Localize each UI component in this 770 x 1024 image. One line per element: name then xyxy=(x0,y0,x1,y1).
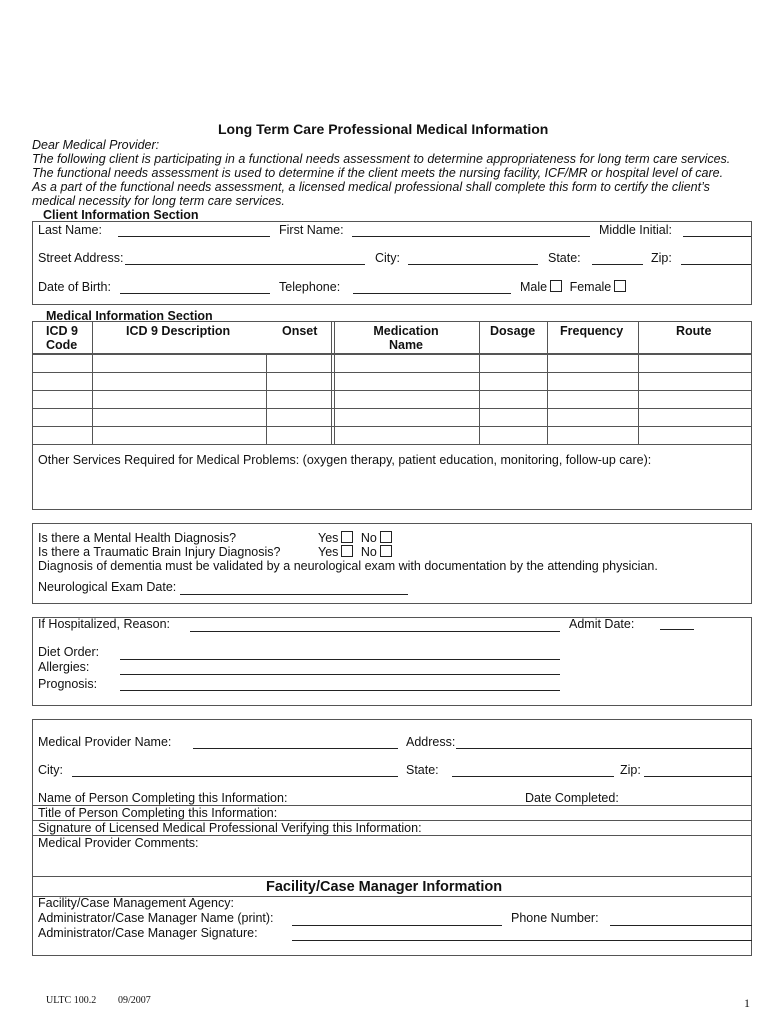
table-row-rule xyxy=(32,372,752,373)
tbi-question: Is there a Traumatic Brain Injury Diagnosis? xyxy=(38,545,281,559)
intro-line-2: The functional needs assessment is used to determine if the client meets the nursing facility, ICF/MR or hospital level of care. xyxy=(32,166,724,180)
table-col-rule xyxy=(266,354,267,444)
tbi-yes-label: Yes xyxy=(318,545,339,559)
form-code: ULTC 100.2 xyxy=(46,995,97,1006)
client-zip-field[interactable] xyxy=(681,264,751,265)
page-number: 1 xyxy=(744,996,750,1010)
admin-signature-field[interactable] xyxy=(292,940,752,941)
admin-name-label: Administrator/Case Manager Name (print): xyxy=(38,911,274,925)
prognosis-field[interactable] xyxy=(120,690,560,691)
telephone-field[interactable] xyxy=(353,293,511,294)
dob-field[interactable] xyxy=(120,293,270,294)
table-header-rule xyxy=(32,353,752,355)
admit-date-field[interactable] xyxy=(660,629,694,630)
col-frequency: Frequency xyxy=(560,324,624,338)
facility-section-title: Facility/Case Manager Information xyxy=(266,879,503,895)
first-name-field[interactable] xyxy=(352,236,590,237)
provider-state-field[interactable] xyxy=(452,776,614,777)
neuro-exam-date-field[interactable] xyxy=(180,594,408,595)
mh-no-checkbox[interactable] xyxy=(380,531,392,543)
dementia-note: Diagnosis of dementia must be validated by a neurological exam with documentation by the attending physician. xyxy=(38,559,658,573)
provider-zip-field[interactable] xyxy=(644,776,752,777)
telephone-label: Telephone: xyxy=(279,280,341,294)
table-row-rule xyxy=(32,390,752,391)
street-address-label: Street Address: xyxy=(38,251,124,265)
client-city-field[interactable] xyxy=(408,264,538,265)
first-name-label: First Name: xyxy=(279,223,344,237)
intro-line-3: As a part of the functional needs assessment, a licensed medical professional shall complete this form to certify the client’s xyxy=(32,180,710,194)
table-col-rule xyxy=(92,321,93,444)
completer-name-label: Name of Person Completing this Information: xyxy=(38,791,288,805)
provider-name-label: Medical Provider Name: xyxy=(38,735,172,749)
male-checkbox[interactable] xyxy=(550,280,562,292)
medical-section-title: Medical Information Section xyxy=(46,309,213,323)
intro-line-4: medical necessity for long term care services. xyxy=(32,194,285,208)
dob-label: Date of Birth: xyxy=(38,280,111,294)
table-row-rule xyxy=(32,408,752,409)
male-label: Male xyxy=(520,280,548,294)
mh-yes-label: Yes xyxy=(318,531,339,545)
female-checkbox[interactable] xyxy=(614,280,626,292)
diet-order-label: Diet Order: xyxy=(38,645,100,659)
female-label: Female xyxy=(569,280,612,294)
client-state-label: State: xyxy=(548,251,581,265)
prognosis-label: Prognosis: xyxy=(38,677,98,691)
mh-no-label: No xyxy=(360,531,377,545)
phone-number-field[interactable] xyxy=(610,925,752,926)
provider-address-field[interactable] xyxy=(456,748,752,749)
hospitalized-reason-label: If Hospitalized, Reason: xyxy=(38,617,171,631)
admin-signature-label: Administrator/Case Manager Signature: xyxy=(38,926,258,940)
col-route: Route xyxy=(676,324,712,338)
table-col-rule xyxy=(331,321,332,444)
last-name-label: Last Name: xyxy=(38,223,102,237)
agency-label: Facility/Case Management Agency: xyxy=(38,896,234,910)
mh-yes-checkbox[interactable] xyxy=(341,531,353,543)
table-col-rule xyxy=(479,321,480,444)
col-dosage: Dosage xyxy=(490,324,536,338)
tbi-yes-checkbox[interactable] xyxy=(341,545,353,557)
allergies-label: Allergies: xyxy=(38,660,90,674)
middle-initial-label: Middle Initial: xyxy=(599,223,672,237)
diet-order-field[interactable] xyxy=(120,659,560,660)
provider-state-label: State: xyxy=(406,763,439,777)
client-section-title: Client Information Section xyxy=(43,208,199,222)
table-row-rule xyxy=(32,426,752,427)
gender-options xyxy=(520,280,626,294)
provider-name-field[interactable] xyxy=(193,748,398,749)
admin-name-field[interactable] xyxy=(292,925,502,926)
provider-zip-label: Zip: xyxy=(620,763,641,777)
client-state-field[interactable] xyxy=(592,264,643,265)
client-city-label: City: xyxy=(375,251,400,265)
provider-city-label: City: xyxy=(38,763,63,777)
provider-city-field[interactable] xyxy=(72,776,398,777)
neuro-exam-date-label: Neurological Exam Date: xyxy=(38,580,177,594)
col-icd-code: ICD 9 Code xyxy=(46,324,78,352)
tbi-no-label: No xyxy=(360,545,377,559)
client-zip-label: Zip: xyxy=(651,251,672,265)
hospitalized-reason-field[interactable] xyxy=(190,631,560,632)
table-col-rule xyxy=(547,321,548,444)
other-services-label: Other Services Required for Medical Problems: (oxygen therapy, patient education, monitoring, follow-up care): xyxy=(38,453,652,467)
table-row-rule xyxy=(32,444,752,445)
date-completed-label: Date Completed: xyxy=(525,791,619,805)
provider-comments-label: Medical Provider Comments: xyxy=(38,836,199,850)
tbi-options xyxy=(318,545,392,559)
intro-salutation: Dear Medical Provider: xyxy=(32,138,160,152)
phone-number-label: Phone Number: xyxy=(511,911,599,925)
middle-initial-field[interactable] xyxy=(683,236,751,237)
last-name-field[interactable] xyxy=(118,236,270,237)
page-title: Long Term Care Professional Medical Information xyxy=(218,121,549,137)
row-rule xyxy=(32,876,752,877)
mh-question: Is there a Mental Health Diagnosis? xyxy=(38,531,237,545)
allergies-field[interactable] xyxy=(120,674,560,675)
table-col-rule xyxy=(334,321,335,444)
tbi-no-checkbox[interactable] xyxy=(380,545,392,557)
signature-label: Signature of Licensed Medical Professional Verifying this Information: xyxy=(38,821,422,835)
provider-address-label: Address: xyxy=(406,735,456,749)
col-icd-description: ICD 9 Description xyxy=(126,324,231,338)
street-address-field[interactable] xyxy=(125,264,365,265)
completer-title-label: Title of Person Completing this Information: xyxy=(38,806,278,820)
col-medication-name: Medication Name xyxy=(373,324,439,352)
col-onset: Onset xyxy=(282,324,318,338)
mh-options xyxy=(318,531,392,545)
intro-line-1: The following client is participating in a functional needs assessment to determine appropriateness for long term care services. xyxy=(32,152,731,166)
form-date: 09/2007 xyxy=(118,995,151,1006)
table-col-rule xyxy=(638,321,639,444)
admit-date-label: Admit Date: xyxy=(569,617,635,631)
